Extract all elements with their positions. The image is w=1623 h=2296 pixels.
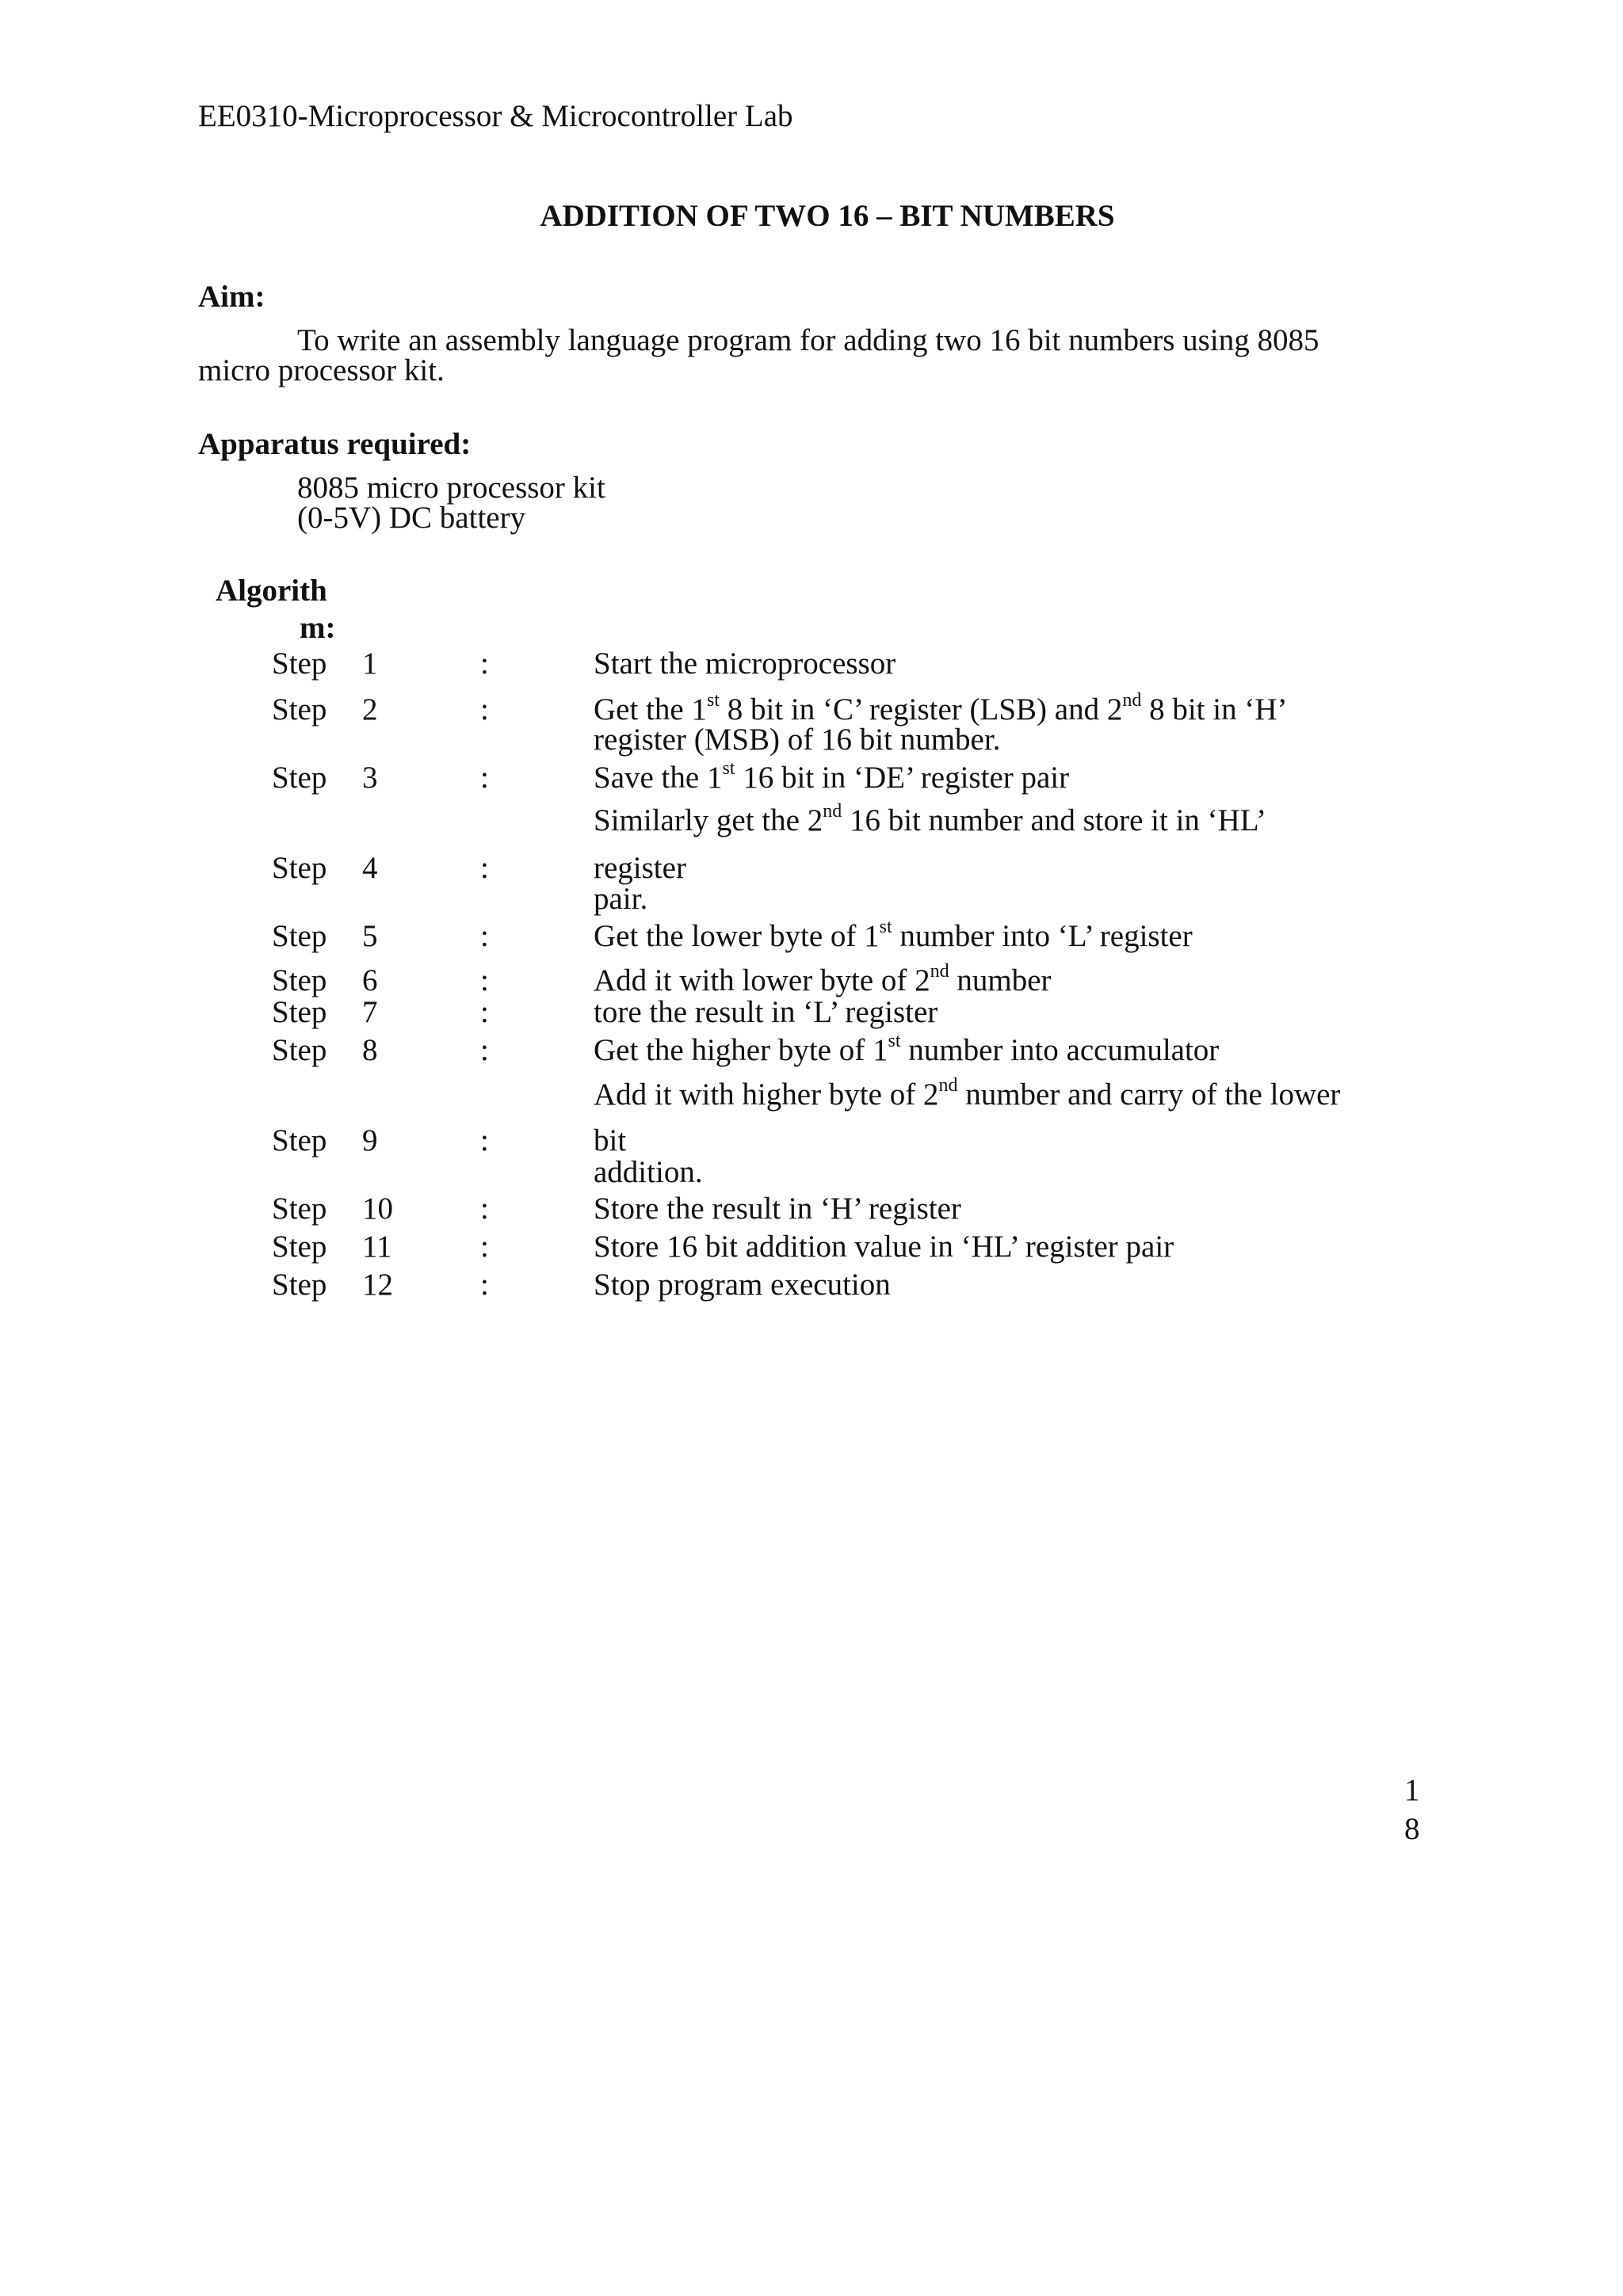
step-colon: : <box>480 646 489 681</box>
step-colon: : <box>480 1192 489 1226</box>
step-word: Step <box>272 1123 327 1158</box>
ordinal-suffix: st <box>888 1031 901 1051</box>
step-colon: : <box>480 995 489 1029</box>
step-colon: : <box>480 761 489 795</box>
algorithm-heading-part-1: Algorith <box>216 574 327 608</box>
step-number: 3 <box>362 761 378 795</box>
step-number: 7 <box>362 995 378 1029</box>
step-text-continuation: addition. <box>594 1155 703 1189</box>
step-word: Step <box>272 851 327 885</box>
text-run: number <box>949 963 1052 997</box>
apparatus-item: (0-5V) DC battery <box>297 501 526 535</box>
step-text: Stop program execution <box>594 1268 891 1302</box>
step-text <box>594 917 1193 953</box>
step-number: 1 <box>362 646 378 681</box>
step-colon: : <box>480 1033 489 1067</box>
step-number: 9 <box>362 1123 378 1158</box>
step-text: Store 16 bit addition value in ‘HL’ register pair <box>594 1230 1174 1264</box>
algorithm-heading-part-2: m: <box>300 611 336 645</box>
ordinal-suffix: st <box>879 917 892 937</box>
text-run: 8 bit in ‘C’ register (LSB) and 2 <box>719 692 1123 727</box>
text-run: Save the 1 <box>594 761 723 795</box>
page-number-digit-1: 1 <box>1404 1773 1420 1807</box>
text-run: number into accumulator <box>900 1033 1220 1067</box>
step-text-preceding-line <box>594 1075 1341 1112</box>
step-colon: : <box>480 919 489 953</box>
step-number: 6 <box>362 963 378 997</box>
ordinal-suffix: nd <box>823 801 842 822</box>
step-colon: : <box>480 963 489 997</box>
step-word: Step <box>272 995 327 1029</box>
step-word: Step <box>272 1230 327 1264</box>
step-text: register <box>594 851 686 885</box>
text-run: Get the lower byte of 1 <box>594 919 880 953</box>
step-text-continuation: register (MSB) of 16 bit number. <box>594 723 1001 757</box>
step-colon: : <box>480 851 489 885</box>
step-text: bit <box>594 1123 627 1158</box>
step-word: Step <box>272 1192 327 1226</box>
aim-heading: Aim: <box>198 280 265 314</box>
step-word: Step <box>272 1033 327 1067</box>
step-colon: : <box>480 1123 489 1158</box>
text-run: number into ‘L’ register <box>892 919 1193 953</box>
step-word: Step <box>272 963 327 997</box>
text-run: Add it with lower byte of 2 <box>594 963 930 997</box>
step-text-continuation: pair. <box>594 882 648 916</box>
step-word: Step <box>272 1268 327 1302</box>
step-text: Store the result in ‘H’ register <box>594 1192 961 1226</box>
step-colon: : <box>480 1230 489 1264</box>
step-colon: : <box>480 692 489 727</box>
step-text-preceding-line <box>594 801 1267 837</box>
text-run: Get the higher byte of 1 <box>594 1033 888 1067</box>
text-run: 16 bit number and store it in ‘HL’ <box>842 803 1267 837</box>
step-text <box>594 690 1288 727</box>
step-word: Step <box>272 646 327 681</box>
apparatus-heading: Apparatus required: <box>198 427 472 461</box>
page-title: ADDITION OF TWO 16 – BIT NUMBERS <box>540 199 1115 233</box>
running-header: EE0310-Microprocessor & Microcontroller Lab <box>198 99 793 133</box>
ordinal-suffix: st <box>722 758 735 779</box>
step-number: 8 <box>362 1033 378 1067</box>
ordinal-suffix: st <box>706 690 720 711</box>
ordinal-suffix: nd <box>938 1075 958 1096</box>
step-text <box>594 758 1070 795</box>
aim-text-line-2: micro processor kit. <box>198 353 445 387</box>
step-text: tore the result in ‘L’ register <box>594 995 938 1029</box>
step-word: Step <box>272 919 327 953</box>
ordinal-suffix: nd <box>930 961 949 982</box>
step-text <box>594 1031 1220 1067</box>
step-word: Step <box>272 692 327 727</box>
step-number: 5 <box>362 919 378 953</box>
page-number-digit-2: 8 <box>1404 1812 1420 1846</box>
step-number: 10 <box>362 1192 393 1226</box>
step-text <box>594 961 1052 997</box>
aim-text-line-1: To write an assembly language program for adding two 16 bit numbers using 8085 <box>297 323 1319 357</box>
text-run: Similarly get the 2 <box>594 803 823 837</box>
text-run: Get the 1 <box>594 692 707 727</box>
apparatus-item: 8085 micro processor kit <box>297 471 605 505</box>
step-word: Step <box>272 761 327 795</box>
text-run: 16 bit in ‘DE’ register pair <box>735 761 1070 795</box>
text-run: 8 bit in ‘H’ <box>1141 692 1288 727</box>
step-number: 11 <box>362 1230 392 1264</box>
step-number: 4 <box>362 851 378 885</box>
step-number: 12 <box>362 1268 393 1302</box>
step-colon: : <box>480 1268 489 1302</box>
ordinal-suffix: nd <box>1122 690 1142 711</box>
text-run: number and carry of the lower <box>957 1077 1341 1112</box>
text-run: Add it with higher byte of 2 <box>594 1077 939 1112</box>
step-number: 2 <box>362 692 378 727</box>
step-text: Start the microprocessor <box>594 646 896 681</box>
